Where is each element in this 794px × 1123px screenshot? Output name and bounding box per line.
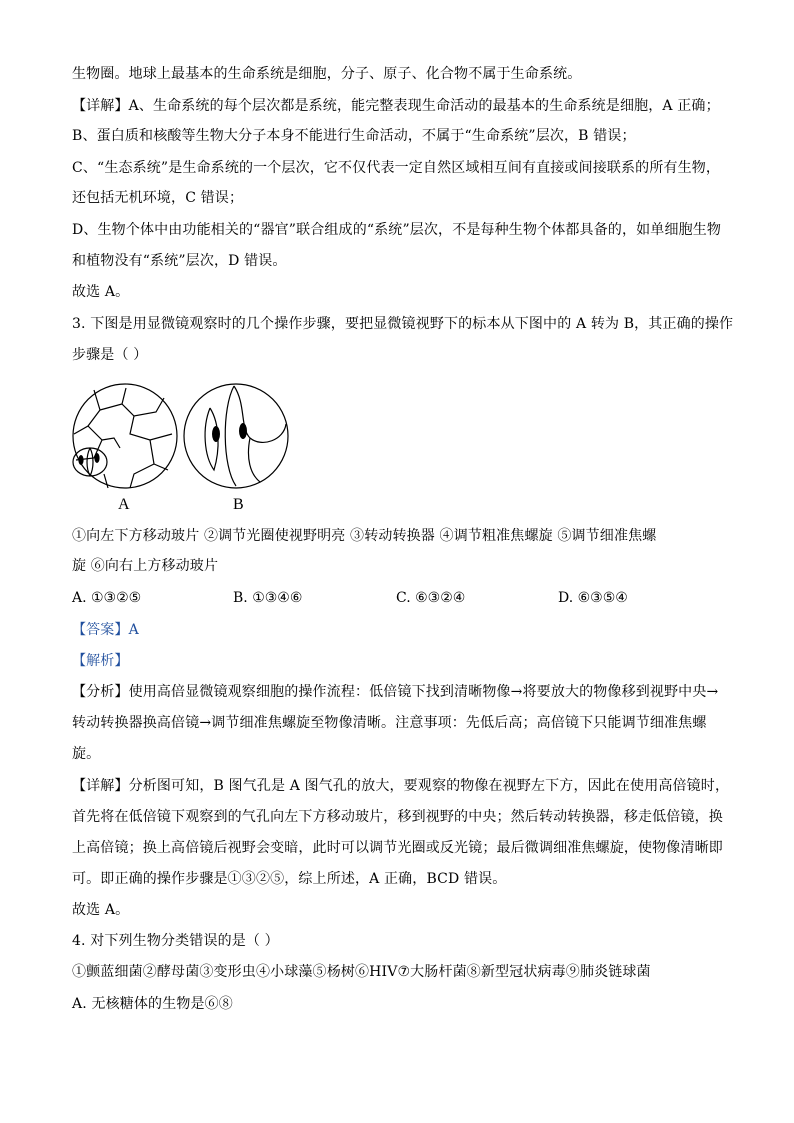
answer-label: 【答案】A — [72, 622, 139, 638]
analysis-line: 【分析】使用高倍显微镜观察细胞的操作流程：低倍镜下找到清晰物像→将要放大的物像移到视野中央→ — [72, 684, 719, 700]
explain-line: 【详解】分析图可知，B 图气孔是 A 图气孔的放大，要观察的物像在视野左下方，因此在使用高倍镜时， — [72, 778, 730, 794]
text-line: B、蛋白质和核酸等生物大分子本身不能进行生命活动，不属于“生命系统”层次，B 错误； — [72, 128, 636, 144]
question-4-list: ①颤蓝细菌②酵母菌③变形虫④小球藻⑤杨树⑥HIV⑦大肠杆菌⑧新型冠状病毒⑨肺炎链球菌 — [72, 964, 651, 980]
text-line: 【详解】A、生命系统的每个层次都是系统，能完整表现生命活动的最基本的生命系统是细胞，A 正确； — [72, 98, 720, 114]
explain-line: 上高倍镜；换上高倍镜后视野会变暗，此时可以调节光圈或反光镜；最后微调细准焦螺旋，使物像清晰即 — [72, 840, 723, 856]
text-line: 生物圈。地球上最基本的生命系统是细胞，分子、原子、化合物不属于生命系统。 — [72, 66, 582, 82]
microscope-figure — [64, 378, 304, 518]
steps-line-cont: 旋 ⑥向右上方移动玻片 — [72, 558, 219, 574]
question-3-stem: 3. 下图是用显微镜观察时的几个操作步骤，要把显微镜视野下的标本从下图中的 A 转为 B，其正确的操作 — [72, 316, 734, 332]
question-3-stem-cont: 步骤是（ ） — [72, 347, 148, 363]
text-line: D、生物个体中由功能相关的“器官”联合组成的“系统”层次，不是每种生物个体都具备的，如单细胞生物 — [72, 222, 722, 238]
analysis-label: 【解析】 — [72, 653, 129, 669]
analysis-line: 转动转换器换高倍镜→调节细准焦螺旋至物像清晰。注意事项：先低后高；高倍镜下只能调节细准焦螺 — [72, 715, 707, 731]
field-b-cell-dot-left — [212, 426, 220, 442]
text-line: 故选 A。 — [72, 284, 130, 300]
field-a-cell-dot-left — [78, 455, 83, 465]
question-4-stem: 4. 对下列生物分类错误的是（ ） — [72, 933, 279, 949]
question-4-option-a: A. 无核糖体的生物是⑥⑧ — [72, 996, 233, 1012]
field-a-cell-dot-right — [94, 453, 99, 463]
analysis-line: 旋。 — [72, 746, 101, 762]
option-a: A. ①③②⑤ — [72, 590, 142, 606]
option-d: D. ⑥③⑤④ — [558, 590, 628, 606]
text-line: C、“生态系统”是生命系统的一个层次，它不仅代表一定自然区域相互间有直接或间接联系的所有生物， — [72, 160, 721, 176]
text-line: 和植物没有“系统”层次，D 错误。 — [72, 253, 287, 269]
option-c: C. ⑥③②④ — [396, 590, 466, 606]
field-b-label: B — [233, 496, 244, 513]
explain-line: 可。即正确的操作步骤是①③②⑤，综上所述，A 正确，BCD 错误。 — [72, 871, 507, 887]
field-a-label: A — [118, 496, 130, 513]
field-a-drawing — [73, 384, 177, 488]
text-line: 还包括无机环境，C 错误； — [72, 190, 244, 206]
steps-line: ①向左下方移动玻片 ②调节光圈使视野明亮 ③转动转换器 ④调节粗准焦螺旋 ⑤调节细准焦螺 — [72, 528, 657, 544]
field-b-drawing — [184, 384, 288, 488]
explain-line: 首先将在低倍镜下观察到的气孔向左下方移动玻片，移到视野的中央；然后转动转换器，移走低倍镜，换 — [72, 809, 723, 825]
microscope-fields-svg — [64, 378, 304, 518]
conclusion-line: 故选 A。 — [72, 902, 130, 918]
option-b: B. ①③④⑥ — [233, 590, 303, 606]
field-b-cell-dot-right — [239, 423, 247, 439]
